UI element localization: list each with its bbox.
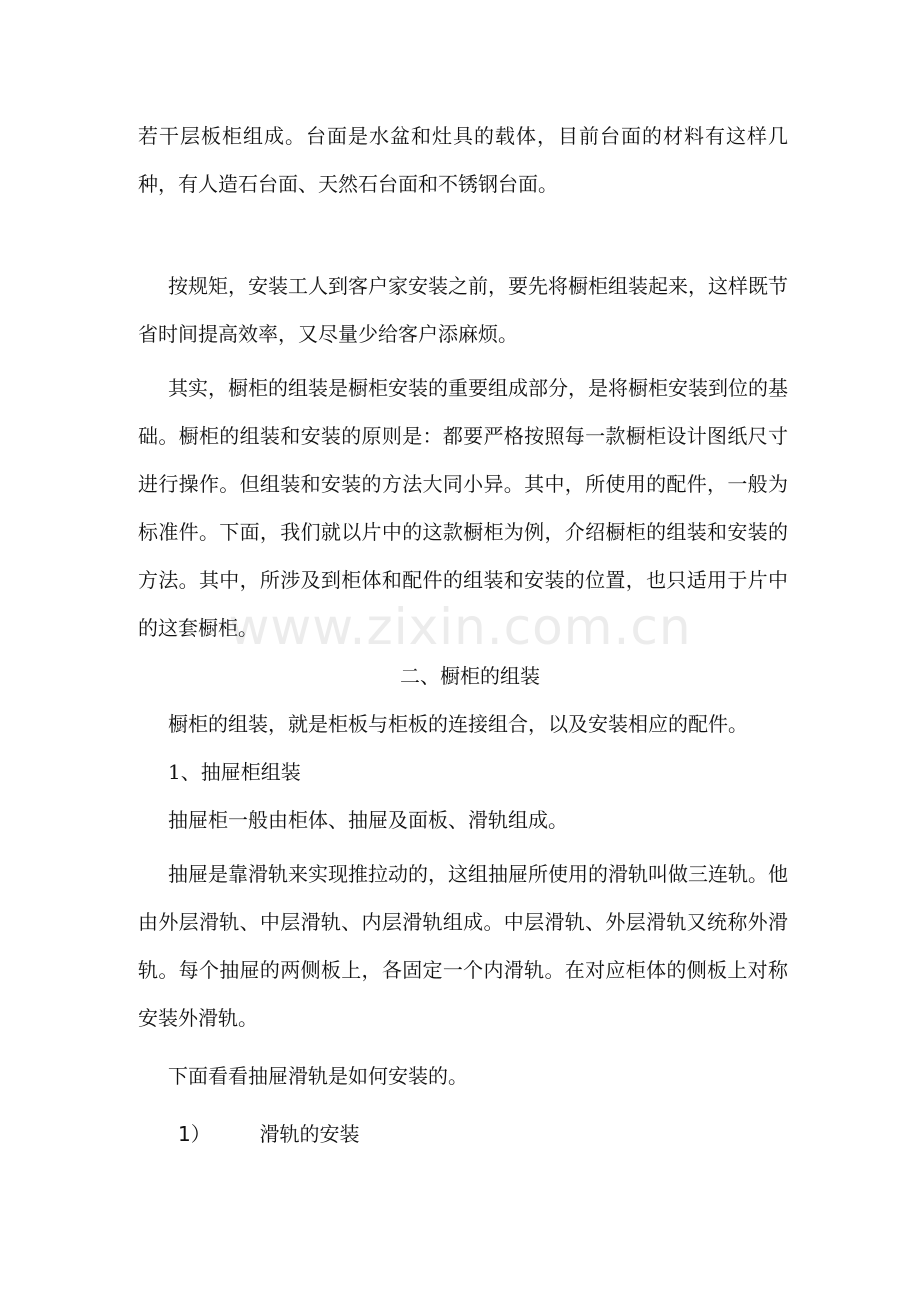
document-body [138, 112, 788, 1158]
paragraph-assembly-principle: 其实，橱柜的组装是橱柜安装的重要组成部分，是将橱柜安装到位的基础。橱柜的组装和安装的原则是：都要严格按照每一款橱柜设计图纸尺寸进行操作。但组装和安装的方法大同小异。其中，所使用的配件，一般为标准件。下面，我们就以片中的这款橱柜为例，介绍橱柜的组装和安装的方法。其中，所涉及到柜体和配件的组装和安装的位置，也只适用于片中的这套橱柜。 [138, 376, 788, 640]
sub-item-rail-install [138, 1110, 788, 1158]
sub-item-number: 1） [178, 1122, 211, 1146]
list-item-drawer-cabinet: 1、抽屉柜组装 [168, 760, 301, 784]
sub-item-title: 滑轨的安装 [259, 1122, 360, 1146]
paragraph-assembly-rule: 按规矩，安装工人到客户家安装之前，要先将橱柜组装起来，这样既节省时间提高效率，又尽量少给客户添麻烦。 [138, 274, 788, 346]
section-heading: 二、橱柜的组装 [400, 664, 540, 688]
paragraph-slide-rails: 抽屉是靠滑轨来实现推拉动的，这组抽屉所使用的滑轨叫做三连轨。他由外层滑轨、中层滑轨、内层滑轨组成。中层滑轨、外层滑轨又统称外滑轨。每个抽屉的两侧板上，各固定一个内滑轨。在对应柜体的侧板上对称安装外滑轨。 [138, 862, 788, 1030]
paragraph-rail-intro: 下面看看抽屉滑轨是如何安装的。 [168, 1064, 468, 1088]
paragraph-drawer-components: 抽屉柜一般由柜体、抽屉及面板、滑轨组成。 [168, 808, 568, 832]
watermark: www.zixin.com.cn [228, 598, 692, 656]
paragraph-countertop: 若干层板柜组成。台面是水盆和灶具的载体，目前台面的材料有这样几种，有人造石台面、天然石台面和不锈钢台面。 [138, 124, 788, 196]
paragraph-assembly-definition: 橱柜的组装，就是柜板与柜板的连接组合，以及安装相应的配件。 [168, 712, 748, 736]
